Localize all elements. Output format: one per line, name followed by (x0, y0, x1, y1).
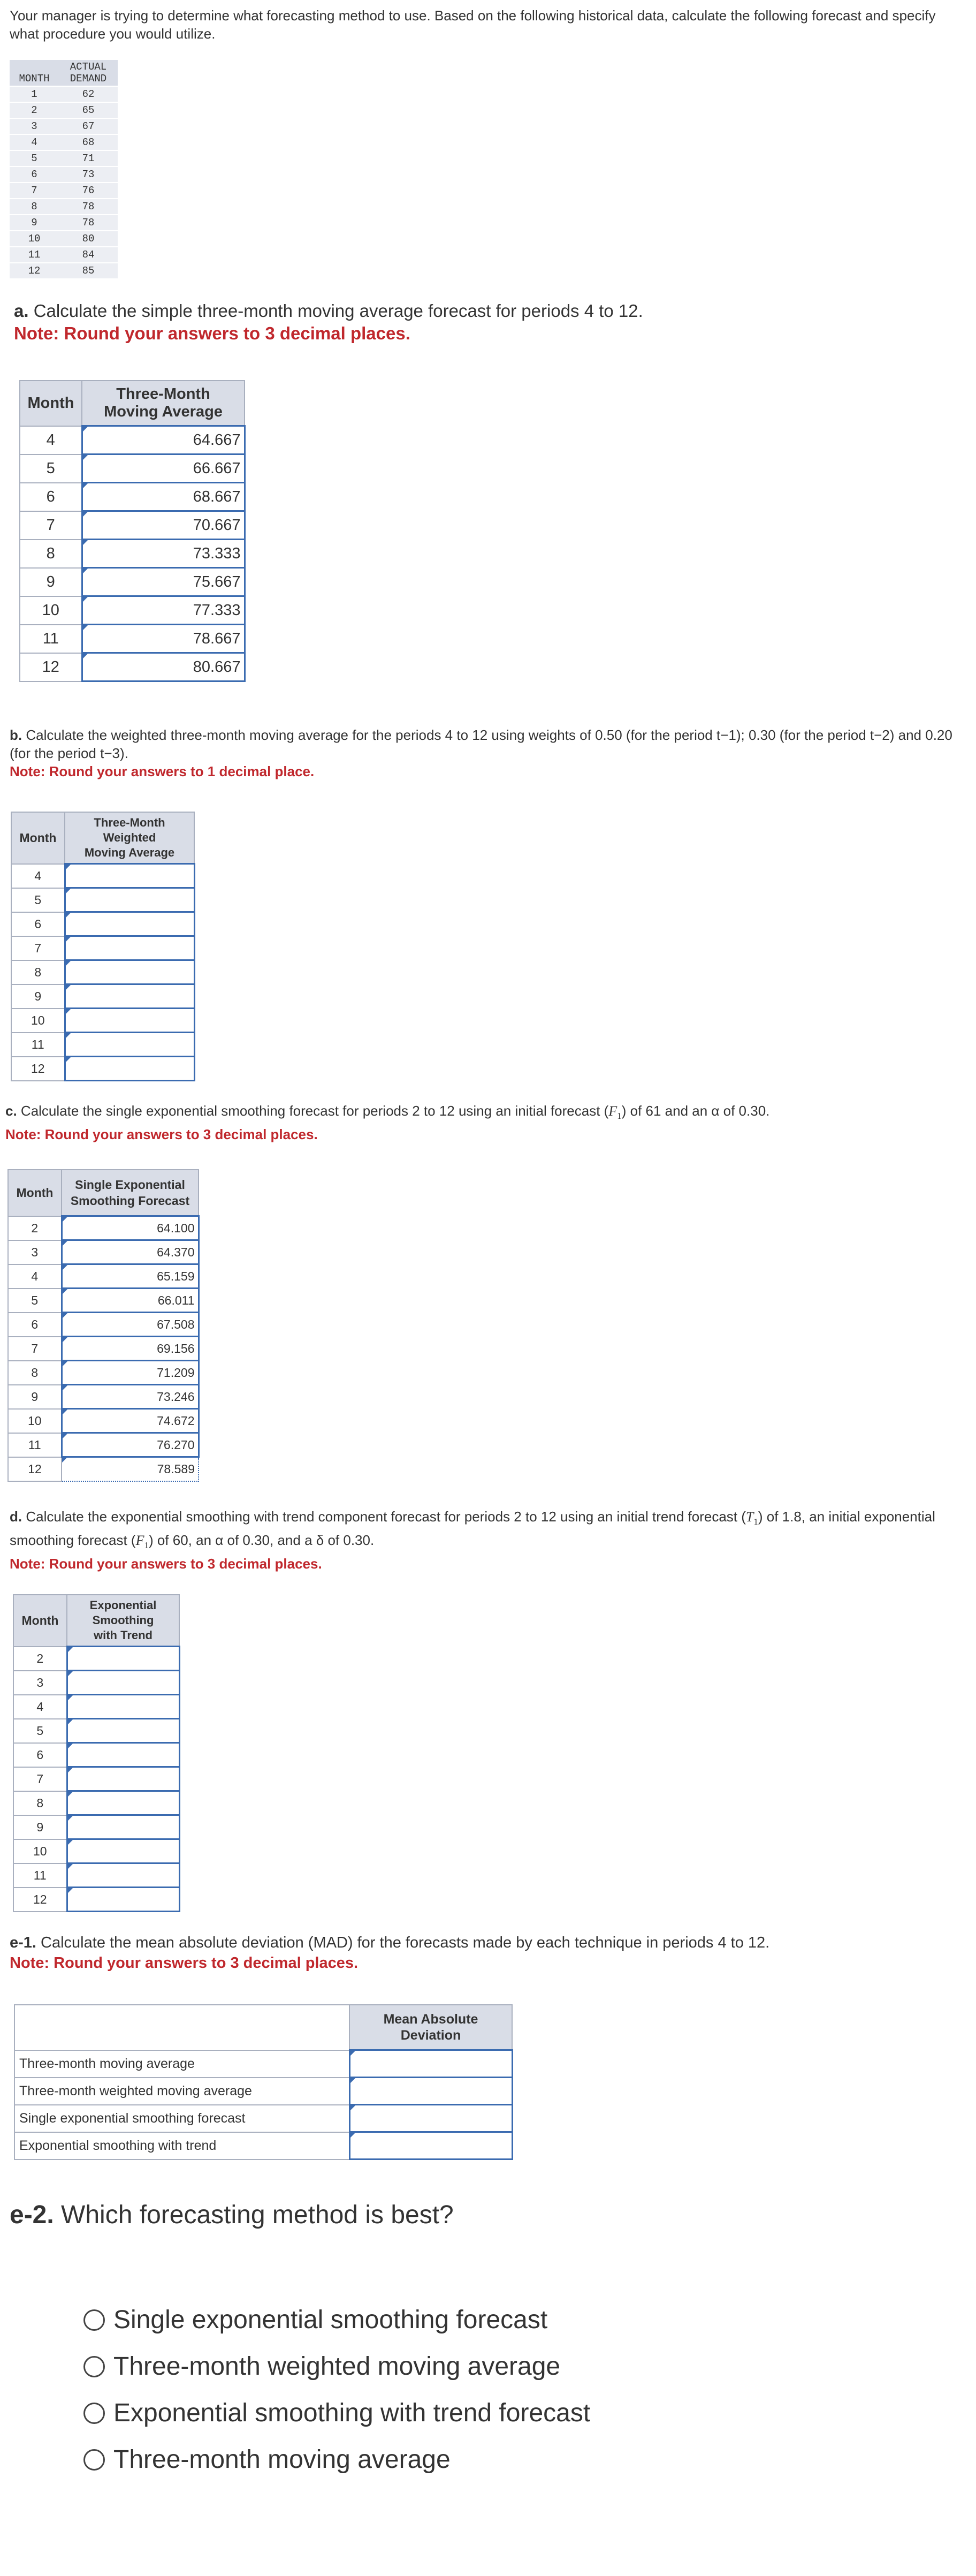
answer-input[interactable]: 75.667 (82, 568, 245, 596)
history-month: 4 (10, 134, 59, 150)
col-mad: Mean Absolute Deviation (349, 2005, 512, 2050)
answer-row (20, 568, 245, 596)
col-weighted-ma: Three-Month Weighted Moving Average (65, 812, 194, 864)
row-month: 4 (11, 864, 65, 888)
answer-input[interactable]: 80.667 (82, 653, 245, 681)
row-month: 6 (11, 912, 65, 936)
question-b: b. Calculate the weighted three-month moving average for the periods 4 to 12 using weights of 0.50 (for the period t−1); 0.30 (for the period t−2) and 0.20 (for the period t−3). Note: Round your answers to 1 decimal place. (10, 727, 952, 779)
history-header-month: MONTH (10, 60, 59, 86)
answer-input[interactable] (65, 864, 194, 888)
answer-row (11, 1057, 194, 1081)
answer-row (8, 1457, 199, 1481)
answer-row (8, 1433, 199, 1457)
mad-method-label: Three-month weighted moving average (14, 2078, 349, 2105)
mad-method-label: Exponential smoothing with trend (14, 2132, 349, 2160)
exponential-smoothing-trend-table (13, 1594, 180, 1912)
answer-row (11, 864, 194, 888)
row-month: 11 (20, 625, 82, 653)
answer-row (20, 596, 245, 625)
answer-input[interactable] (65, 936, 194, 960)
answer-row (8, 1313, 199, 1337)
answer-row (13, 1839, 179, 1863)
history-row (10, 102, 118, 118)
row-month: 6 (13, 1743, 67, 1767)
row-month: 5 (20, 454, 82, 483)
answer-input[interactable] (67, 1743, 179, 1767)
radio-option[interactable] (83, 2352, 560, 2381)
radio-option[interactable] (83, 2305, 547, 2335)
answer-input[interactable]: 66.667 (82, 454, 245, 483)
history-demand: 62 (59, 86, 118, 102)
answer-row (11, 888, 194, 912)
answer-input[interactable] (67, 1791, 179, 1815)
col-month: Month (13, 1595, 67, 1647)
radio-circle-icon[interactable] (83, 2403, 105, 2424)
row-month: 8 (20, 540, 82, 568)
answer-row (13, 1791, 179, 1815)
mad-row (14, 2132, 512, 2160)
row-month: 5 (11, 888, 65, 912)
answer-row (13, 1695, 179, 1719)
radio-circle-icon[interactable] (83, 2356, 105, 2377)
answer-row (8, 1240, 199, 1264)
answer-row (8, 1409, 199, 1433)
question-c-note: Note: Round your answers to 3 decimal places. (5, 1126, 318, 1143)
history-demand: 78 (59, 215, 118, 231)
col-single-exp-smoothing: Single Exponential Smoothing Forecast (62, 1170, 199, 1216)
answer-input[interactable] (67, 1719, 179, 1743)
answer-input[interactable]: 71.209 (62, 1361, 199, 1385)
row-month: 5 (8, 1289, 62, 1313)
mad-method-label: Single exponential smoothing forecast (14, 2105, 349, 2132)
history-month: 1 (10, 86, 59, 102)
radio-circle-icon[interactable] (83, 2309, 105, 2331)
history-row (10, 134, 118, 150)
single-exponential-smoothing-table (7, 1169, 200, 1482)
historical-demand-table (10, 60, 118, 278)
col-month: Month (20, 381, 82, 426)
row-month: 11 (8, 1433, 62, 1457)
question-e1-note: Note: Round your answers to 3 decimal places. (10, 1954, 359, 1972)
mad-input[interactable] (349, 2078, 512, 2105)
question-a-note: Note: Round your answers to 3 decimal places. (14, 323, 410, 343)
answer-input[interactable]: 65.159 (62, 1264, 199, 1289)
history-month: 3 (10, 118, 59, 134)
answer-input[interactable] (67, 1767, 179, 1791)
mad-corner (14, 2005, 349, 2050)
answer-row (13, 1863, 179, 1888)
radio-option-label: Exponential smoothing with trend forecast (113, 2399, 591, 2427)
answer-input[interactable]: 70.667 (82, 511, 245, 540)
row-month: 8 (11, 960, 65, 984)
row-month: 6 (20, 483, 82, 511)
row-month: 9 (13, 1815, 67, 1839)
answer-row (13, 1671, 179, 1695)
row-month: 4 (8, 1264, 62, 1289)
radio-option[interactable] (83, 2398, 590, 2428)
answer-input[interactable] (65, 888, 194, 912)
answer-row (8, 1264, 199, 1289)
history-row (10, 150, 118, 166)
answer-row (11, 984, 194, 1009)
answer-input[interactable] (65, 1057, 194, 1081)
mad-input[interactable] (349, 2132, 512, 2160)
answer-row (20, 625, 245, 653)
answer-row (8, 1385, 199, 1409)
answer-row (13, 1815, 179, 1839)
answer-row (20, 540, 245, 568)
row-month: 2 (8, 1216, 62, 1240)
answer-input[interactable] (67, 1888, 179, 1912)
col-month: Month (8, 1170, 62, 1216)
answer-input[interactable] (67, 1839, 179, 1863)
question-e2: e-2. Which forecasting method is best? (10, 2201, 454, 2229)
question-d-note: Note: Round your answers to 3 decimal places. (10, 1556, 322, 1572)
row-month: 12 (8, 1457, 62, 1481)
row-month: 8 (8, 1361, 62, 1385)
answer-input[interactable] (67, 1863, 179, 1888)
row-month: 7 (8, 1337, 62, 1361)
history-row (10, 166, 118, 183)
mad-input[interactable] (349, 2050, 512, 2078)
history-demand: 80 (59, 231, 118, 247)
answer-row (11, 936, 194, 960)
mad-row (14, 2078, 512, 2105)
col-month: Month (11, 812, 65, 864)
row-month: 9 (20, 568, 82, 596)
answer-row (13, 1767, 179, 1791)
question-b-note: Note: Round your answers to 1 decimal place. (10, 763, 315, 779)
history-demand: 78 (59, 199, 118, 215)
question-c: c. Calculate the single exponential smoothing forecast for periods 2 to 12 using an initial forecast $(F_1)$ of 61 and an α of 0.30. Note: Round your answers to 3 decimal places. (5, 1103, 770, 1143)
question-e1: e-1. Calculate the mean absolute deviation (MAD) for the forecasts made by each technique in periods 4 to 12. Note: Round your answers to 3 decimal places. (10, 1934, 770, 1972)
answer-row (11, 1033, 194, 1057)
history-demand: 76 (59, 183, 118, 199)
answer-input[interactable]: 76.270 (62, 1433, 199, 1457)
answer-input[interactable] (65, 984, 194, 1009)
answer-row (20, 653, 245, 681)
weighted-moving-average-table (11, 812, 195, 1081)
answer-row (8, 1361, 199, 1385)
answer-row (13, 1647, 179, 1671)
answer-input[interactable] (67, 1815, 179, 1839)
history-demand: 65 (59, 102, 118, 118)
history-row (10, 86, 118, 102)
mad-method-label: Three-month moving average (14, 2050, 349, 2078)
col-exp-smoothing-trend: Exponential Smoothing with Trend (67, 1595, 179, 1647)
answer-row (20, 511, 245, 540)
answer-input[interactable] (65, 1009, 194, 1033)
radio-option-label: Three-month moving average (113, 2445, 451, 2474)
row-month: 7 (13, 1767, 67, 1791)
answer-input[interactable] (65, 960, 194, 984)
answer-input[interactable] (67, 1671, 179, 1695)
answer-input[interactable] (65, 1033, 194, 1057)
history-month: 12 (10, 263, 59, 278)
history-header-demand: ACTUAL DEMAND (59, 60, 118, 86)
history-demand: 84 (59, 247, 118, 263)
row-month: 3 (13, 1671, 67, 1695)
answer-row (13, 1743, 179, 1767)
row-month: 4 (20, 426, 82, 454)
radio-option[interactable] (83, 2445, 451, 2474)
row-month: 12 (13, 1888, 67, 1912)
mad-input[interactable] (349, 2105, 512, 2132)
history-row (10, 199, 118, 215)
answer-input[interactable]: 73.333 (82, 540, 245, 568)
history-demand: 85 (59, 263, 118, 278)
answer-input[interactable] (65, 912, 194, 936)
question-a: a. Calculate the simple three-month moving average forecast for periods 4 to 12. Note: Round your answers to 3 decimal places. (14, 301, 643, 343)
answer-row (8, 1216, 199, 1240)
row-month: 10 (13, 1839, 67, 1863)
history-month: 5 (10, 150, 59, 166)
history-row (10, 183, 118, 199)
history-month: 8 (10, 199, 59, 215)
history-row (10, 118, 118, 134)
radio-option-label: Three-month weighted moving average (113, 2352, 561, 2381)
answer-input[interactable]: 64.100 (62, 1216, 199, 1240)
history-month: 9 (10, 215, 59, 231)
answer-row (11, 1009, 194, 1033)
question-d: d. Calculate the exponential smoothing with trend component forecast for periods 2 to 12 using an initial trend forecast $(T_1)$ of 1.8, an initial exponential smoothing forecast $(F_1)$ of 60, an α of 0.30, and a δ of 0.30. Note: Round your answers to 3 decimal places. (10, 1509, 935, 1572)
radio-option-label: Single exponential smoothing forecast (113, 2306, 548, 2334)
row-month: 6 (8, 1313, 62, 1337)
mad-row (14, 2050, 512, 2078)
answer-input[interactable]: 64.667 (82, 426, 245, 454)
history-month: 7 (10, 183, 59, 199)
answer-input[interactable] (67, 1695, 179, 1719)
answer-input[interactable]: 78.589 (62, 1457, 199, 1481)
history-month: 2 (10, 102, 59, 118)
row-month: 9 (11, 984, 65, 1009)
radio-circle-icon[interactable] (83, 2449, 105, 2471)
row-month: 11 (13, 1863, 67, 1888)
answer-row (11, 912, 194, 936)
col-three-month-ma: Three-Month Moving Average (82, 381, 245, 426)
row-month: 7 (11, 936, 65, 960)
history-month: 6 (10, 166, 59, 183)
answer-row (8, 1289, 199, 1313)
answer-input[interactable]: 78.667 (82, 625, 245, 653)
history-demand: 68 (59, 134, 118, 150)
answer-input[interactable]: 67.508 (62, 1313, 199, 1337)
row-month: 12 (20, 653, 82, 681)
row-month: 12 (11, 1057, 65, 1081)
history-row (10, 215, 118, 231)
answer-row (13, 1888, 179, 1912)
answer-input[interactable]: 68.667 (82, 483, 245, 511)
answer-input[interactable]: 66.011 (62, 1289, 199, 1313)
row-month: 2 (13, 1647, 67, 1671)
row-month: 11 (11, 1033, 65, 1057)
mad-table (14, 2004, 513, 2160)
history-row (10, 247, 118, 263)
answer-row (20, 483, 245, 511)
history-demand: 67 (59, 118, 118, 134)
answer-input[interactable] (67, 1647, 179, 1671)
row-month: 5 (13, 1719, 67, 1743)
history-row (10, 263, 118, 278)
history-month: 11 (10, 247, 59, 263)
answer-row (13, 1719, 179, 1743)
answer-input[interactable]: 77.333 (82, 596, 245, 625)
answer-row (20, 454, 245, 483)
history-month: 10 (10, 231, 59, 247)
history-demand: 71 (59, 150, 118, 166)
answer-input[interactable]: 64.370 (62, 1240, 199, 1264)
history-demand: 73 (59, 166, 118, 183)
answer-input[interactable]: 74.672 (62, 1409, 199, 1433)
history-row (10, 231, 118, 247)
answer-row (8, 1337, 199, 1361)
mad-row (14, 2105, 512, 2132)
row-month: 3 (8, 1240, 62, 1264)
row-month: 7 (20, 511, 82, 540)
row-month: 10 (20, 596, 82, 625)
row-month: 8 (13, 1791, 67, 1815)
answer-input[interactable]: 69.156 (62, 1337, 199, 1361)
row-month: 9 (8, 1385, 62, 1409)
row-month: 4 (13, 1695, 67, 1719)
row-month: 10 (11, 1009, 65, 1033)
intro-text: Your manager is trying to determine what forecasting method to use. Based on the following historical data, calculate the following forecast and specify what procedure you would utilize. (10, 7, 936, 42)
row-month: 10 (8, 1409, 62, 1433)
answer-row (11, 960, 194, 984)
moving-average-table (19, 380, 246, 682)
answer-input[interactable]: 73.246 (62, 1385, 199, 1409)
answer-row (20, 426, 245, 454)
